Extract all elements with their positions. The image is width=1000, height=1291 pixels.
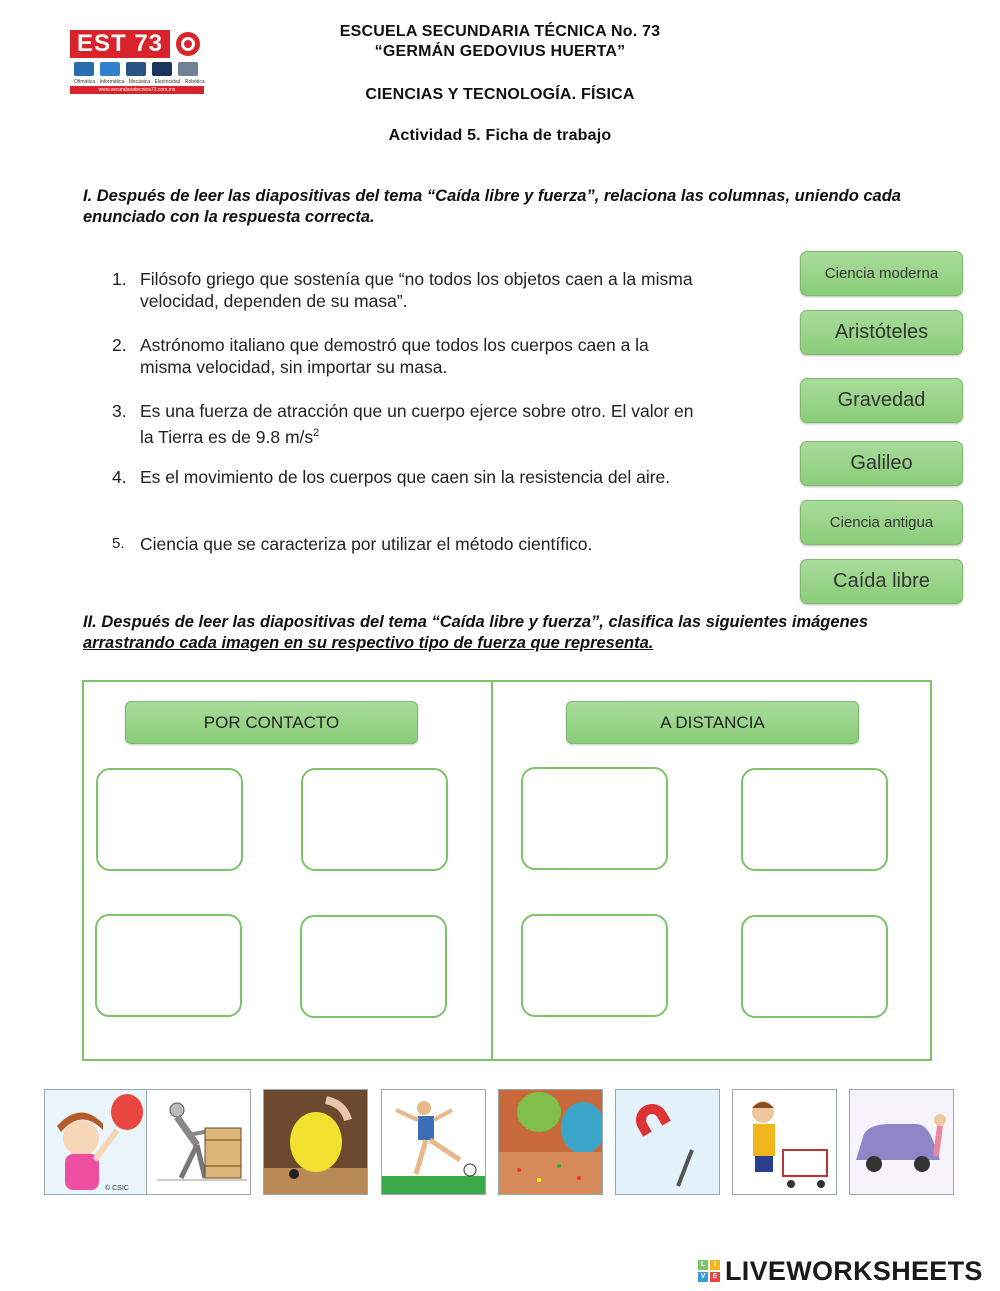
question-number: 3. — [112, 401, 127, 421]
activity-title: Actividad 5. Ficha de trabajo — [388, 127, 612, 144]
question-text: Es el movimiento de los cuerpos que caen sin la resistencia del aire. — [140, 467, 671, 487]
drop-slot-contact-3[interactable] — [95, 914, 242, 1017]
drop-slot-distance-1[interactable] — [521, 767, 668, 870]
image-girl-balloon[interactable] — [44, 1089, 149, 1195]
car-icon — [126, 62, 146, 76]
question-number: 5. — [112, 535, 125, 552]
section2-instruction — [83, 612, 943, 654]
drop-slot-contact-2[interactable] — [301, 768, 448, 871]
section2-instruction-part1: II. Después de leer las diapositivas del tema “Caída libre y fuerza”, clasifica las siguientes imágenes — [83, 613, 868, 631]
magnet-icon — [616, 1090, 720, 1195]
logo-url: www.secundariatecnica73.com.mx — [70, 86, 204, 94]
image-pushing-car[interactable] — [849, 1089, 954, 1195]
category-por-contacto: POR CONTACTO — [125, 701, 418, 744]
car-icon — [850, 1090, 954, 1195]
question-number: 2. — [112, 335, 127, 355]
section2-instruction-part2: arrastrando cada imagen en su respectivo tipo de fuerza que representa. — [83, 634, 654, 652]
logo-icon-row — [74, 62, 204, 78]
brand-blocks — [698, 1260, 720, 1282]
question-text: Filósofo griego que sostenía que “no todos los objetos caen a la misma velocidad, dependen de su masa”. — [140, 269, 693, 311]
answer-caida-libre[interactable]: Caída libre — [800, 559, 963, 604]
image-magnet-nail[interactable] — [615, 1089, 720, 1195]
computer-icon — [74, 62, 94, 76]
category-a-distancia: A DISTANCIA — [566, 701, 859, 744]
brand-name: LIVEWORKSHEETS — [725, 1255, 983, 1286]
question-text: Ciencia que se caracteriza por utilizar el método científico. — [140, 534, 593, 554]
drop-slot-contact-4[interactable] — [300, 915, 447, 1018]
brand-block: E — [710, 1272, 720, 1282]
answer-gravedad[interactable]: Gravedad — [800, 378, 963, 423]
drop-slot-distance-3[interactable] — [521, 914, 668, 1017]
brand-block: I — [710, 1260, 720, 1270]
school-subname: “GERMÁN GEDOVIUS HUERTA” — [374, 43, 626, 60]
drop-slot-distance-2[interactable] — [741, 768, 888, 871]
answer-aristoteles[interactable]: Aristóteles — [800, 310, 963, 355]
section1-instruction: I. Después de leer las diapositivas del tema “Caída libre y fuerza”, relaciona las columnas, uniendo cada enunciado con la respuesta correcta. — [83, 187, 901, 226]
question-text: Astrónomo italiano que demostró que todos los cuerpos caen a la misma velocidad, sin importar su masa. — [140, 335, 649, 377]
classification-divider — [491, 680, 493, 1061]
drop-slot-distance-4[interactable] — [741, 915, 888, 1018]
shopping-cart-icon — [733, 1090, 837, 1195]
laptop-icon — [100, 62, 120, 76]
logo-subtitle: Ofimática · Informática · Mecánica · Electricidad · Robótica — [74, 79, 205, 85]
question-number: 4. — [112, 467, 127, 487]
brand-block: L — [698, 1260, 708, 1270]
question-number: 1. — [112, 269, 127, 289]
drop-slot-contact-1[interactable] — [96, 768, 243, 871]
superscript: 2 — [313, 427, 320, 439]
image-caption: © CSIC — [105, 1185, 129, 1192]
answer-ciencia-antigua[interactable]: Ciencia antigua — [800, 500, 963, 545]
answer-ciencia-moderna[interactable]: Ciencia moderna — [800, 251, 963, 296]
brand-block: V — [698, 1272, 708, 1282]
soccer-player-icon — [382, 1090, 486, 1195]
robot-icon — [178, 62, 198, 76]
logo-text: EST 73 — [70, 30, 170, 58]
question-text-wrap — [140, 400, 700, 448]
image-boy-cart[interactable] — [732, 1089, 837, 1195]
image-balloon-attracting[interactable] — [263, 1089, 368, 1195]
image-pushing-crate[interactable] — [146, 1089, 251, 1195]
yellow-balloon-icon — [264, 1090, 368, 1195]
school-name: ESCUELA SECUNDARIA TÉCNICA No. 73 — [339, 23, 661, 40]
image-balloons-confetti[interactable] — [498, 1089, 603, 1195]
crate-pushing-icon — [147, 1090, 251, 1195]
image-soccer-kick[interactable] — [381, 1089, 486, 1195]
girl-balloon-icon — [45, 1090, 149, 1195]
answer-galileo[interactable]: Galileo — [800, 441, 963, 486]
balloons-icon — [499, 1090, 603, 1195]
liveworksheets-logo — [698, 1256, 983, 1286]
bulb-icon — [152, 62, 172, 76]
subject-title: CIENCIAS Y TECNOLOGÍA. FÍSICA — [365, 86, 635, 103]
question-text: Es una fuerza de atracción que un cuerpo ejerce sobre otro. El valor en la Tierra es de 9.8 m/s — [140, 401, 694, 447]
